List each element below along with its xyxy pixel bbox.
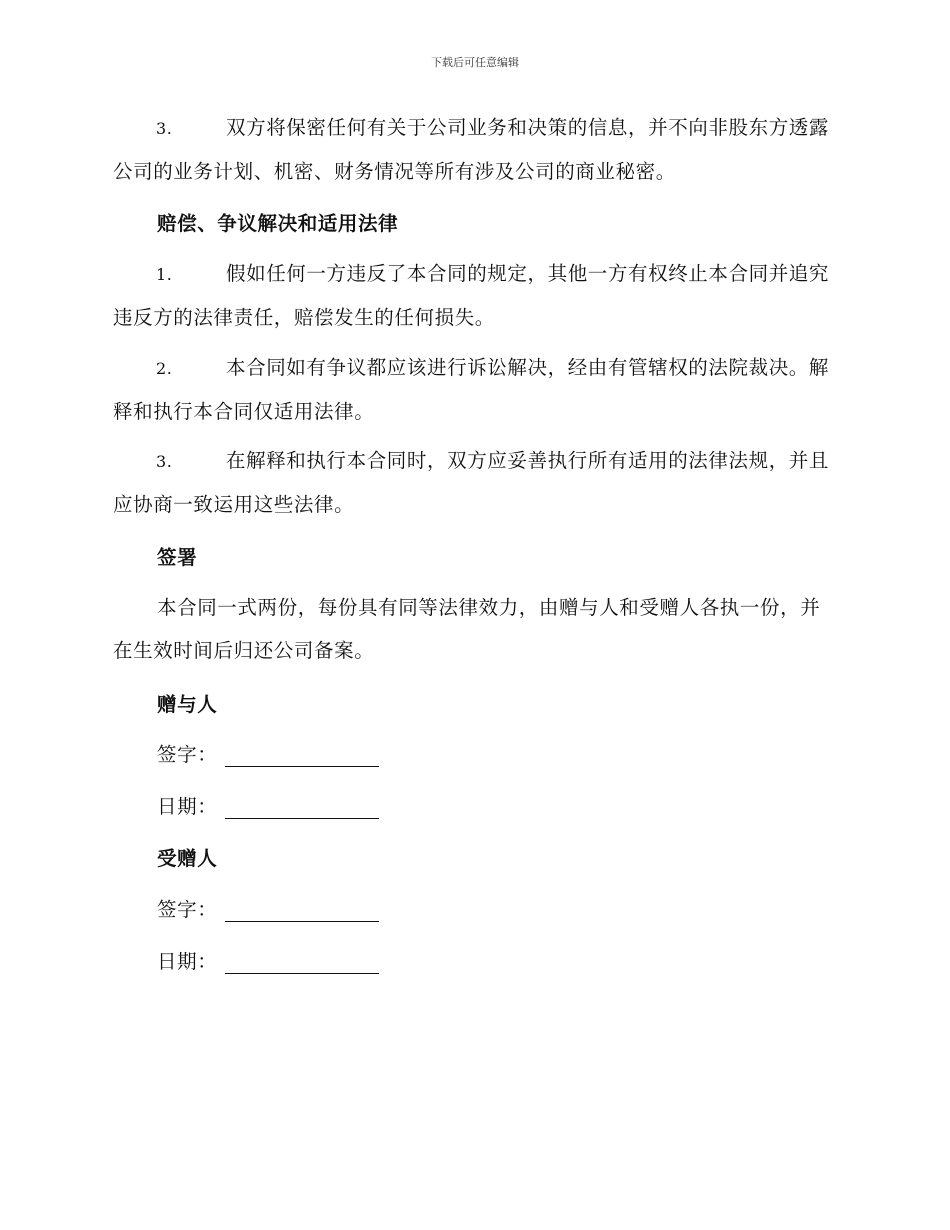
donor-heading: 赠与人 — [157, 693, 218, 716]
section-heading-signing: 签署 — [157, 546, 198, 569]
item-number: 2. — [156, 359, 173, 378]
item-number: 1. — [156, 265, 173, 284]
section-heading-compensation: 赔偿、争议解决和适用法律 — [157, 212, 399, 235]
compensation-item-2 — [113, 346, 833, 433]
page-header-note: 下载后可任意编辑 — [431, 56, 519, 69]
confidentiality-item-3 — [113, 106, 833, 193]
donee-date-row — [157, 946, 379, 974]
item-number: 3. — [156, 119, 173, 138]
item-number: 3. — [156, 452, 173, 471]
donee-heading: 受赠人 — [157, 847, 218, 870]
item-text: 双方将保密任何有关于公司业务和决策的信息，并不向非股东方透露公司的业务计划、机密、财务情况等所有涉及公司的商业秘密。 — [113, 116, 830, 183]
donee-signature-row — [157, 894, 379, 922]
date-label: 日期： — [157, 950, 218, 973]
donee-signature-field[interactable] — [225, 901, 379, 922]
donor-date-row — [157, 791, 379, 819]
item-text: 本合同如有争议都应该进行诉讼解决，经由有管辖权的法院裁决。解释和执行本合同仅适用法律。 — [113, 356, 830, 423]
donor-signature-row — [157, 739, 379, 767]
compensation-item-1 — [113, 252, 833, 339]
signing-paragraph: 本合同一式两份，每份具有同等法律效力，由赠与人和受赠人各执一份，并在生效时间后归还公司备案。 — [113, 596, 821, 662]
donee-date-field[interactable] — [225, 953, 379, 974]
compensation-item-3 — [113, 439, 833, 526]
signature-label: 签字： — [157, 743, 218, 766]
donor-signature-field[interactable] — [225, 746, 379, 767]
signature-label: 签字： — [157, 898, 218, 921]
item-text: 假如任何一方违反了本合同的规定，其他一方有权终止本合同并追究违反方的法律责任，赔偿发生的任何损失。 — [113, 262, 830, 329]
item-text: 在解释和执行本合同时，双方应妥善执行所有适用的法律法规，并且应协商一致运用这些法律。 — [113, 449, 830, 516]
donor-date-field[interactable] — [225, 798, 379, 819]
date-label: 日期： — [157, 795, 218, 818]
